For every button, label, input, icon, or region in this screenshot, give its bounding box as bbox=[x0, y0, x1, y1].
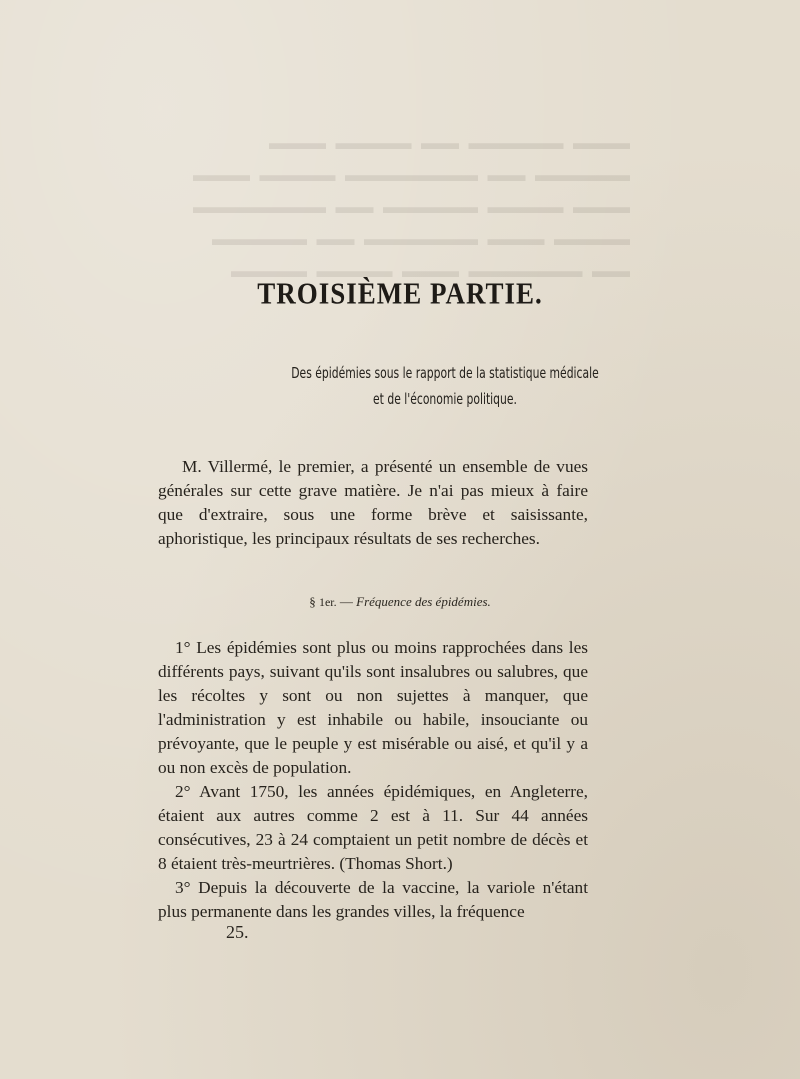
section-title: Fréquence des épidémies. bbox=[356, 594, 491, 609]
signature-mark: 25. bbox=[226, 922, 249, 942]
subtitle-line: Des épidémies sous le rapport de la statistique médicale bbox=[291, 364, 599, 382]
section-symbol: § bbox=[309, 594, 316, 609]
list-item: 3° Depuis la découverte de la vaccine, la variole n'étant plus permanente dans les grandes villes, la fréquence bbox=[158, 878, 588, 921]
section-number: 1er. bbox=[318, 595, 337, 609]
show-through-text: ▬▬▬ ▬▬▬▬▬ ▬▬ ▬▬▬▬ ▬▬▬ ▬▬▬▬▬ ▬▬ ▬▬▬▬▬▬▬ ▬▬▬▬ ▬▬▬ ▬▬▬ ▬▬▬▬ ▬▬▬▬▬ ▬▬ ▬▬▬▬▬▬▬ ▬▬▬▬ ▬▬▬ ▬▬▬▬▬▬ ▬▬ ▬▬▬▬▬ ▬▬ ▬▬▬▬▬▬ ▬▬▬ ▬▬▬▬ ▬▬▬▬ bbox=[193, 133, 630, 282]
subtitle-line: et de l'économie politique. bbox=[373, 390, 517, 408]
numbered-items bbox=[158, 636, 588, 924]
list-item: 1° Les épidémies sont plus ou moins rapprochées dans les différents pays, suivant qu'ils sont insalubres ou salubres, que les récoltes y sont ou non sujettes à manquer, que l'administration y est inhabile ou habile, insouciante ou prévoyante, que le peuple y est misérable ou aisé, et qu'il y a ou non excès de population. bbox=[158, 638, 588, 777]
part-title: TROISIÈME PARTIE. bbox=[257, 275, 543, 311]
section-dash: — bbox=[339, 594, 353, 609]
list-item: 2° Avant 1750, les années épidémiques, en Angleterre, étaient aux autres comme 2 est à 11. Sur 44 années consécutives, 23 à 24 comptaient un petit nombre de décès et 8 étaient très-meurtrières. (Thomas Short.) bbox=[158, 782, 588, 873]
part-subtitle bbox=[240, 360, 650, 412]
section-heading bbox=[0, 594, 800, 610]
intro-paragraph: M. Villermé, le premier, a présenté un ensemble de vues générales sur cette grave matière. Je n'ai pas mieux à faire que d'extraire, sous une forme brève et saisissante, aphoristique, les principaux résultats de ses recherches. bbox=[158, 457, 588, 548]
